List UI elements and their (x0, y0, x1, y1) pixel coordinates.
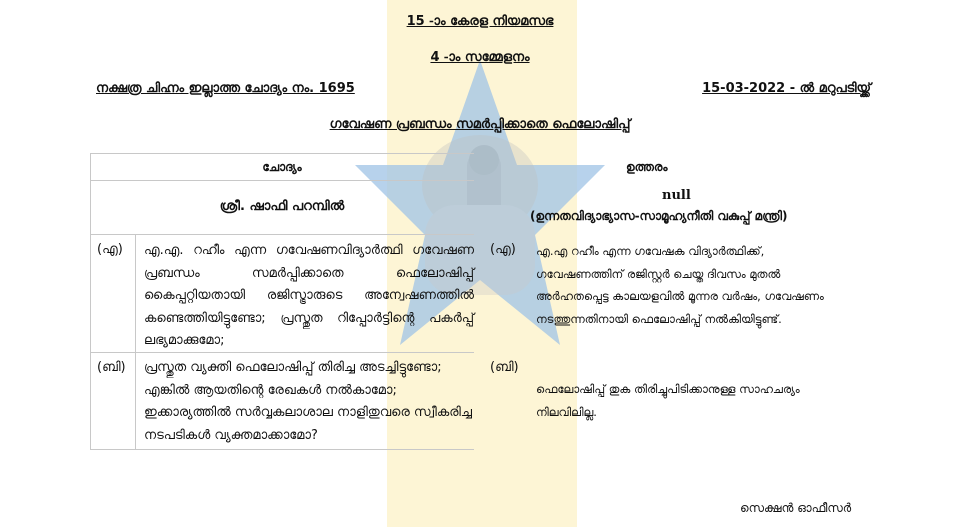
asked-by-member: ശ്രീ. ഷാഫി പറമ്പിൽ (219, 199, 345, 214)
question-label-a: (എ) (97, 242, 123, 257)
question-header: ചോദ്യം (262, 160, 302, 174)
answer-text-a: എ.എ റഹീം എന്ന ഗവേഷക വിദ്യാർത്ഥിക്ക്, ഗവേഷണത്തിന് രജിസ്റ്റർ ചെയ്ത ദിവസം മുതൽ അർഹതപ്പെട്ട കാലയളവിൽ മൂന്നര വർഷം, ഗവേഷണം നടത്തുന്നതിനായി ഫെലോഷിപ്പ് നൽകിയിട്ടുണ്ട്. (536, 244, 824, 326)
assembly-title: 15 -ാം കേരള നിയമസഭ (406, 14, 554, 29)
question-label-b: (ബി) (97, 360, 126, 375)
table-label-divider (135, 234, 136, 450)
answer-date: 15-03-2022 - ൽ മറുപടിയ്ക്ക് (702, 81, 871, 96)
table-header-divider (90, 180, 474, 181)
session-title: 4 -ാം സമ്മേളനം (430, 50, 530, 65)
answer-header: ഉത്തരം (626, 160, 668, 174)
subject-title: ഗവേഷണ പ്രബന്ധം സമർപ്പിക്കാതെ ഫെലോഷിപ്പ് (329, 117, 631, 132)
question-text-a: എ.എ. റഹീം എന്ന ഗവേഷണവിദ്യാർത്ഥി ഗവേഷണ പ്രബന്ധം സമർപ്പിക്കാതെ ഫെലോഷിപ്പ് കൈപ്പറ്റിയതായി രജിസ്ട്രാരുടെ അന്വേഷണത്തിൽ കണ്ടെത്തിയിട്ടുണ്ടോ; പ്രസ്തുത റിപ്പോർട്ടിന്റെ പകർപ്പ് ലഭ്യമാക്കുമോ; (144, 243, 474, 348)
question-text-b: പ്രസ്തുത വ്യക്തി ഫെലോഷിപ്പ് തിരിച്ച അടച്ചിട്ടുണ്ടോ; എങ്കിൽ ആയതിന്റെ രേഖകൾ നൽകാമോ; ഇക്കാര്യത്തിൽ സർവ്വകലാശാല നാളിതുവരെ സ്വീകരിച്ച നടപടികൾ വ്യക്തമാക്കാമോ? (144, 360, 472, 443)
table-top-border (90, 153, 474, 154)
table-bottom-border (90, 449, 474, 450)
signature-section-officer: സെക്ഷൻ ഓഫീസർ (740, 501, 852, 515)
answer-label-b: (ബി) (490, 360, 519, 375)
table-left-border (90, 153, 91, 450)
minister-name: null (662, 188, 691, 203)
table-name-divider (90, 234, 474, 235)
answer-text-b: ഫെലോഷിപ്പ് തുക തിരിച്ചുപിടിക്കാനുള്ള സാഹചര്യം നിലവിലില്ല. (536, 382, 800, 419)
question-ref: നക്ഷത്ര ചിഹ്നം ഇല്ലാത്ത ചോദ്യം നം. 1695 (96, 81, 355, 96)
answer-label-a: (എ) (490, 242, 516, 257)
minister-title: (ഉന്നതവിദ്യാഭ്യാസ-സാമൂഹ്യനീതി വകുപ്പ് മന്ത്രി) (530, 209, 788, 223)
